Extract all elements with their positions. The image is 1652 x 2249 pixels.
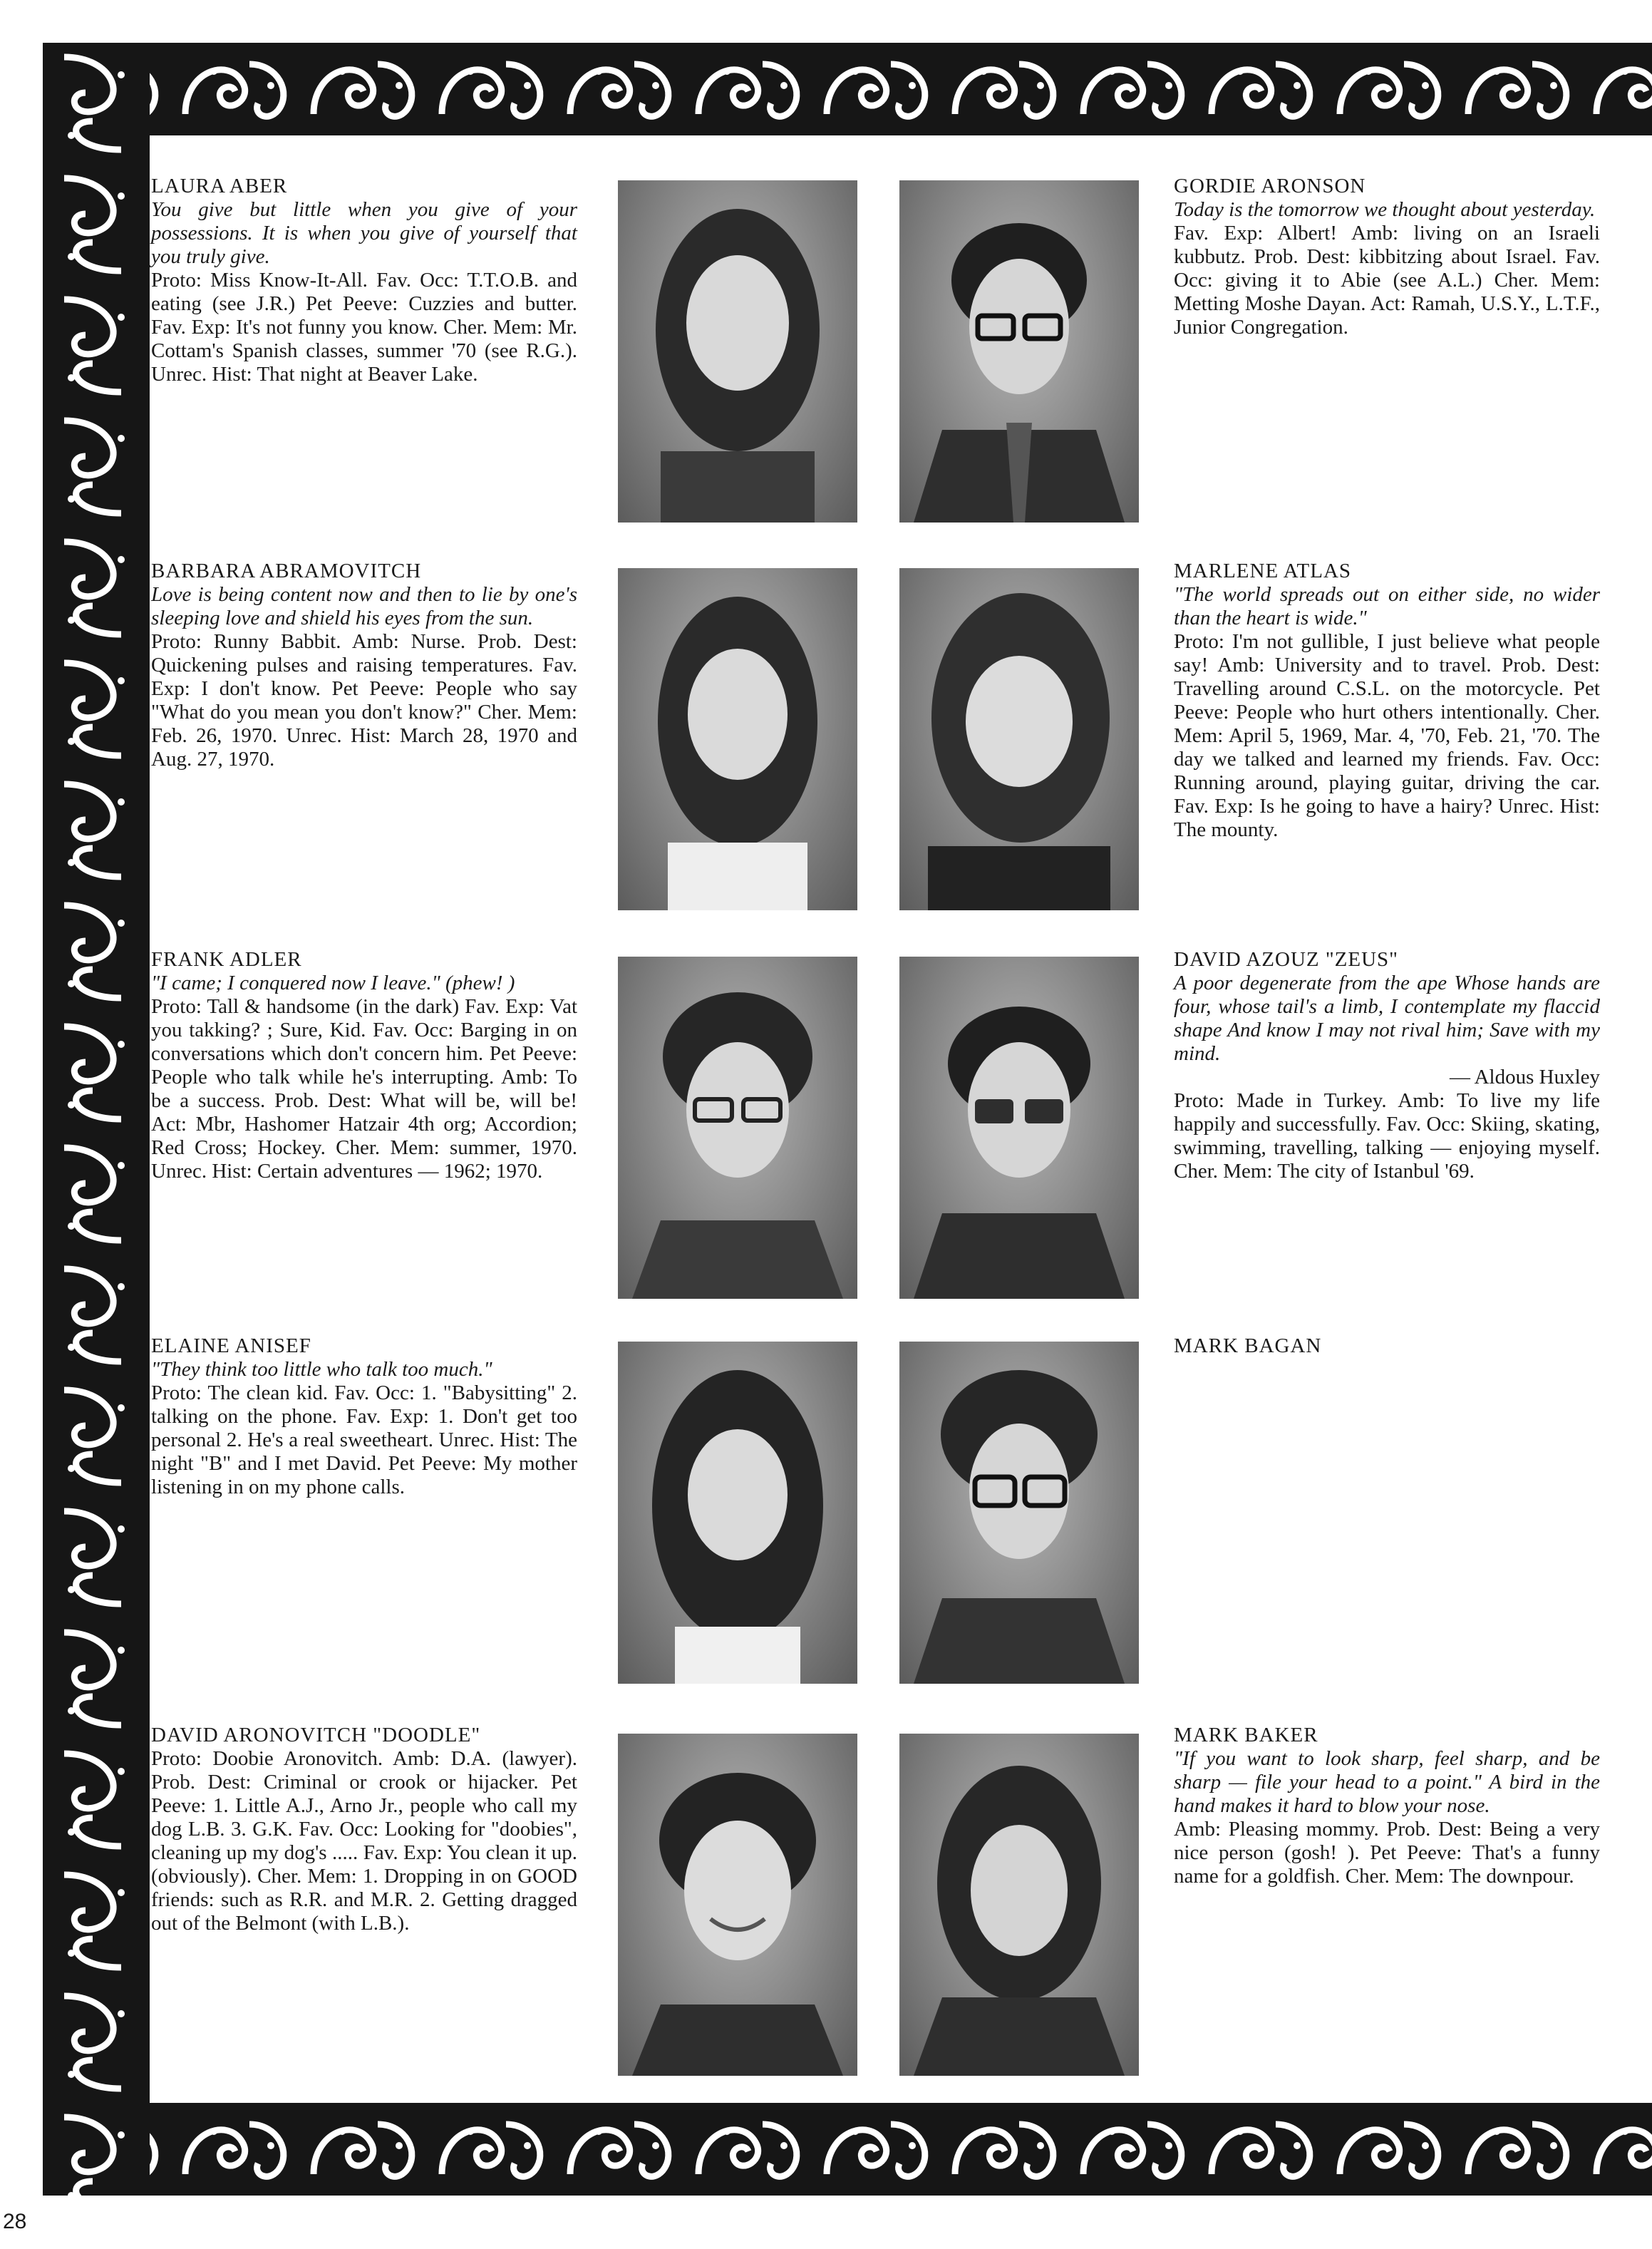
student-photo [618, 957, 857, 1299]
ornamental-border-left [43, 43, 150, 2196]
student-photo [618, 1342, 857, 1684]
student-photo [618, 180, 857, 523]
student-quote: You give but little when you give of your possessions. It is when you give of yourself that you truly give. [151, 198, 577, 268]
student-quote: Love is being content now and then to lie by one's sleeping love and shield his eyes from the sun. [151, 583, 577, 629]
student-entry [1174, 1334, 1600, 1358]
student-bio: Proto: I'm not gullible, I just believe what people say! Amb: University and to travel. Prob. Dest: Travelling around C.S.L. on the motorcycle. Pet Peeve: People who hurt others intentionally. Cher. Mem: April 5, 1969, Mar. 4, '70, Feb. 21, '70. The day we talked and learned my friends. Fav. Occ: Running around, playing guitar, driving the car. Fav. Exp: Is he going to have a hairy? Unrec. Hist: The mounty. [1174, 630, 1600, 841]
student-quote: Today is the tomorrow we thought about yesterday. [1174, 198, 1596, 221]
portrait-glasses-tie-icon [899, 180, 1139, 523]
portrait-curly-glasses-icon [618, 957, 857, 1299]
student-name: ELAINE ANISEF [151, 1334, 311, 1357]
student-quote: "I came; I conquered now I leave." (phew! ) [151, 972, 515, 994]
student-name: FRANK ADLER [151, 948, 302, 971]
student-name: GORDIE ARONSON [1174, 175, 1366, 197]
student-name: BARBARA ABRAMOVITCH [151, 560, 422, 582]
portrait-curly-glasses-icon [899, 1342, 1139, 1684]
student-name: DAVID ARONOVITCH "DOODLE" [151, 1724, 481, 1746]
student-entry [151, 560, 577, 771]
student-bio: Proto: Tall & handsome (in the dark) Fav. Exp: Vat you takking? ; Sure, Kid. Fav. Occ: Barging in on conversations which don't concern him. Pet Peeve: People who talk while he's interrupting. Amb: To be a success. Prob. Dest: What will be, will be! Act: Mbr, Hashomer Hatzair 4th org; Accordion; Red Cross; Hockey. Cher. Mem: summer, 1970. Unrec. Hist: Certain adventures — 1962; 1970. [151, 995, 577, 1183]
student-entry [1174, 560, 1600, 842]
student-photo [618, 568, 857, 910]
student-quote: "The world spreads out on either side, no wider than the heart is wide." [1174, 583, 1600, 629]
student-quote: "If you want to look sharp, feel sharp, and be sharp — file your head to a point." A bird in the hand makes it hard to blow your nose. [1174, 1747, 1600, 1817]
student-bio: Proto: Miss Know-It-All. Fav. Occ: T.T.O.B. and eating (see J.R.) Pet Peeve: Cuzzies and butter. Fav. Exp: It's not funny you know. Cher. Mem: Mr. Cottam's Spanish classes, summer '70 (see R.G.). Unrec. Hist: That night at Beaver Lake. [151, 269, 577, 386]
portrait-long-hair-icon [618, 1342, 857, 1684]
student-bio: Proto: Doobie Aronovitch. Amb: D.A. (lawyer). Prob. Dest: Criminal or crook or hijacker. Pet Peeve: 1. Little A.J., Arno Jr., people who call my dog L.B. 3. G.K. Fav. Occ: Looking for "doobies", cleaning up my dog's ..... Fav. Exp: You clean it up. (obviously). Cher. Mem: 1. Dropping in on GOOD friends: such as R.R. and M.R. 2. Getting dragged out of the Belmont (with L.B.). [151, 1747, 577, 1935]
student-entry [151, 1334, 577, 1499]
portrait-long-hair-boy-icon [899, 1734, 1139, 2076]
student-photo [899, 1734, 1139, 2076]
student-name: MARK BAKER [1174, 1724, 1318, 1746]
quote-attribution: — Aldous Huxley [1449, 1066, 1600, 1089]
student-name: MARLENE ATLAS [1174, 560, 1352, 582]
portrait-long-hair-icon [618, 180, 857, 523]
student-photo [618, 1734, 857, 2076]
portrait-glasses-tie-icon [899, 957, 1139, 1299]
student-entry [1174, 948, 1600, 1183]
student-photo [899, 957, 1139, 1299]
student-bio: Proto: Runny Babbit. Amb: Nurse. Prob. Dest: Quickening pulses and raising temperatures. Fav. Exp: I don't know. Pet Peeve: People who say "What do you mean you don't know?" Cher. Mem: Feb. 26, 1970. Unrec. Hist: March 28, 1970 and Aug. 27, 1970. [151, 630, 577, 771]
page-number: 28 [3, 2210, 27, 2233]
student-entry [1174, 175, 1600, 339]
student-photo [899, 1342, 1139, 1684]
student-name: MARK BAGAN [1174, 1334, 1322, 1357]
student-quote: A poor degenerate from the ape Whose hands are four, whose tail's a limb, I contemplate my flaccid shape And know I may not rival him; Save with my mind. [1174, 972, 1600, 1065]
student-bio: Fav. Exp: Albert! Amb: living on an Israeli kubbutz. Prob. Dest: kibbitzing about Israel. Fav. Occ: giving it to Abie (see A.L.) Cher. Mem: Metting Moshe Dayan. Act: Ramah, U.S.Y., L.T.F., Junior Congregation. [1174, 222, 1600, 339]
portrait-long-hair-icon [618, 568, 857, 910]
student-quote: "They think too little who talk too much." [151, 1358, 492, 1381]
student-entry [151, 175, 577, 386]
ornamental-border-top [43, 43, 1652, 135]
student-bio: Proto: Made in Turkey. Amb: To live my life happily and successfully. Fav. Occ: Skiing, skating, swimming, travelling, talking — enjoying myself. Cher. Mem: The city of Istanbul '69. [1174, 1089, 1600, 1183]
student-bio: Proto: The clean kid. Fav. Occ: 1. "Babysitting" 2. talking on the phone. Fav. Exp: 1. Don't get too personal 2. He's a real sweetheart. Unrec. Hist: The night "B" and I met David. Pet Peeve: My mother listening in on my phone calls. [151, 1381, 577, 1498]
student-entry [1174, 1724, 1600, 1888]
student-name: DAVID AZOUZ "ZEUS" [1174, 948, 1399, 971]
portrait-curly-smile-icon [618, 1734, 857, 2076]
student-name: LAURA ABER [151, 175, 288, 197]
student-photo [899, 180, 1139, 523]
portrait-long-hair-icon [899, 568, 1139, 910]
student-entry [151, 1724, 577, 1935]
student-photo [899, 568, 1139, 910]
student-bio: Amb: Pleasing mommy. Prob. Dest: Being a very nice person (gosh! ). Pet Peeve: That's a funny name for a goldfish. Cher. Mem: The downpour. [1174, 1818, 1600, 1888]
student-entry [151, 948, 577, 1183]
ornamental-border-bottom [43, 2103, 1652, 2196]
